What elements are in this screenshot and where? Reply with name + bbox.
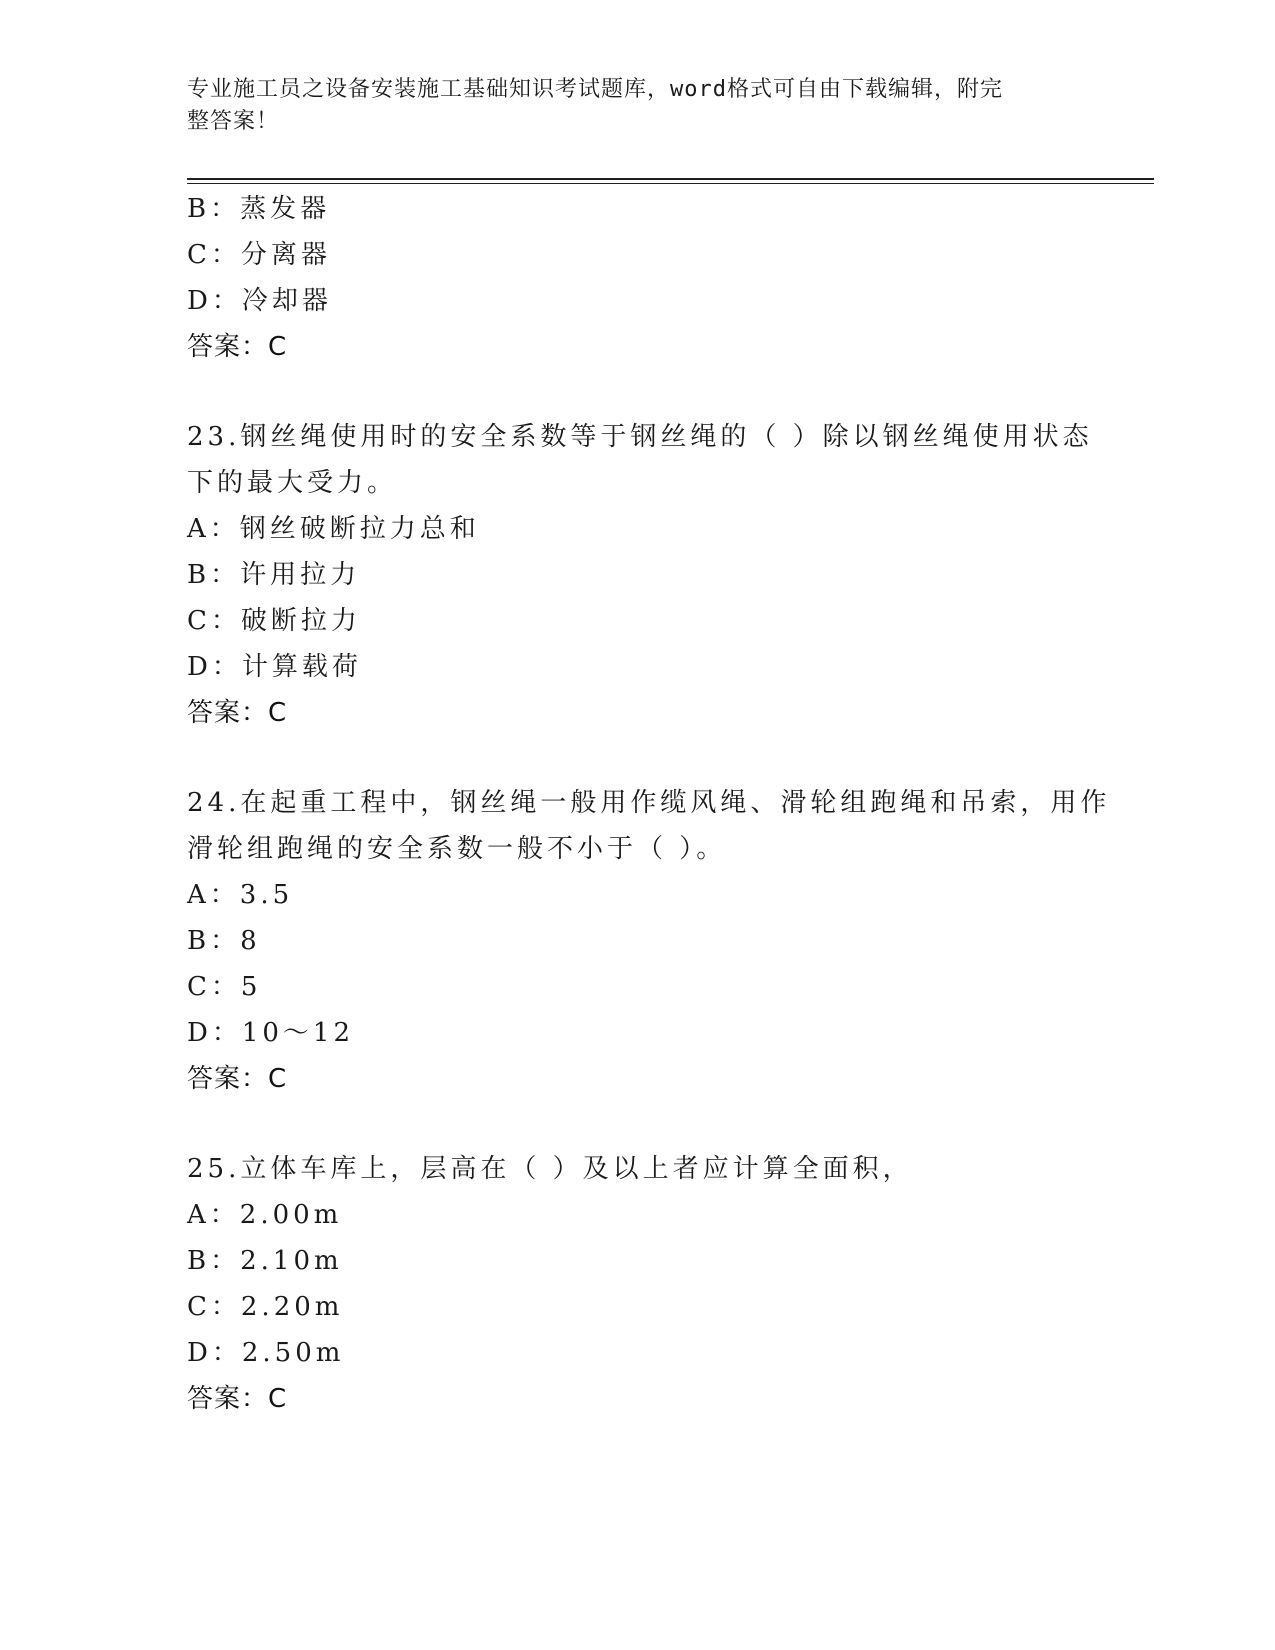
option-c: C：5 <box>187 972 262 1002</box>
answer-label: 答案：C <box>187 698 288 728</box>
spacer <box>187 736 1087 780</box>
option-a: A：3.5 <box>187 880 294 910</box>
question-list <box>187 186 1111 1422</box>
question-block-23 <box>187 414 1093 736</box>
question-stem: 25.立体车库上，层高在（ ）及以上者应计算全面积， <box>187 1154 913 1184</box>
option-d: D：冷却器 <box>187 286 332 316</box>
header-divider-thin <box>187 183 1154 184</box>
prev-question-block <box>187 186 1087 370</box>
answer-label: 答案：C <box>187 1064 288 1094</box>
option-d: D：10～12 <box>187 1018 355 1048</box>
spacer <box>187 370 1087 414</box>
option-b: B：许用拉力 <box>187 560 361 590</box>
option-c: C：分离器 <box>187 240 331 270</box>
option-a: A：2.00m <box>187 1200 343 1230</box>
question-stem: 23.钢丝绳使用时的安全系数等于钢丝绳的（ ）除以钢丝绳使用状态 <box>187 422 1093 452</box>
option-d: D：计算载荷 <box>187 652 362 682</box>
answer-label: 答案：C <box>187 332 288 362</box>
answer-label: 答案：C <box>187 1384 288 1414</box>
question-stem: 下的最大受力。 <box>187 468 398 498</box>
option-b: B：8 <box>187 926 261 956</box>
option-b: B：2.10m <box>187 1246 343 1276</box>
question-block-25 <box>187 1146 1087 1422</box>
question-stem: 滑轮组跑绳的安全系数一般不小于（ ）。 <box>187 834 727 864</box>
question-stem: 24.在起重工程中，钢丝绳一般用作缆风绳、滑轮组跑绳和吊索，用作 <box>187 788 1111 818</box>
spacer <box>187 1102 1087 1146</box>
header-divider-thick <box>187 178 1154 180</box>
header-title-line2: 整答案！ <box>187 109 280 134</box>
question-block-24 <box>187 780 1111 1102</box>
option-b: B：蒸发器 <box>187 194 331 224</box>
header-title-line1: 专业施工员之设备安装施工基础知识考试题库，word格式可自由下载编辑，附完 <box>187 77 1003 102</box>
option-a: A：钢丝破断拉力总和 <box>187 514 480 544</box>
option-c: C：2.20m <box>187 1292 344 1322</box>
page-header <box>187 74 1067 138</box>
option-d: D：2.50m <box>187 1338 345 1368</box>
option-c: C：破断拉力 <box>187 606 361 636</box>
